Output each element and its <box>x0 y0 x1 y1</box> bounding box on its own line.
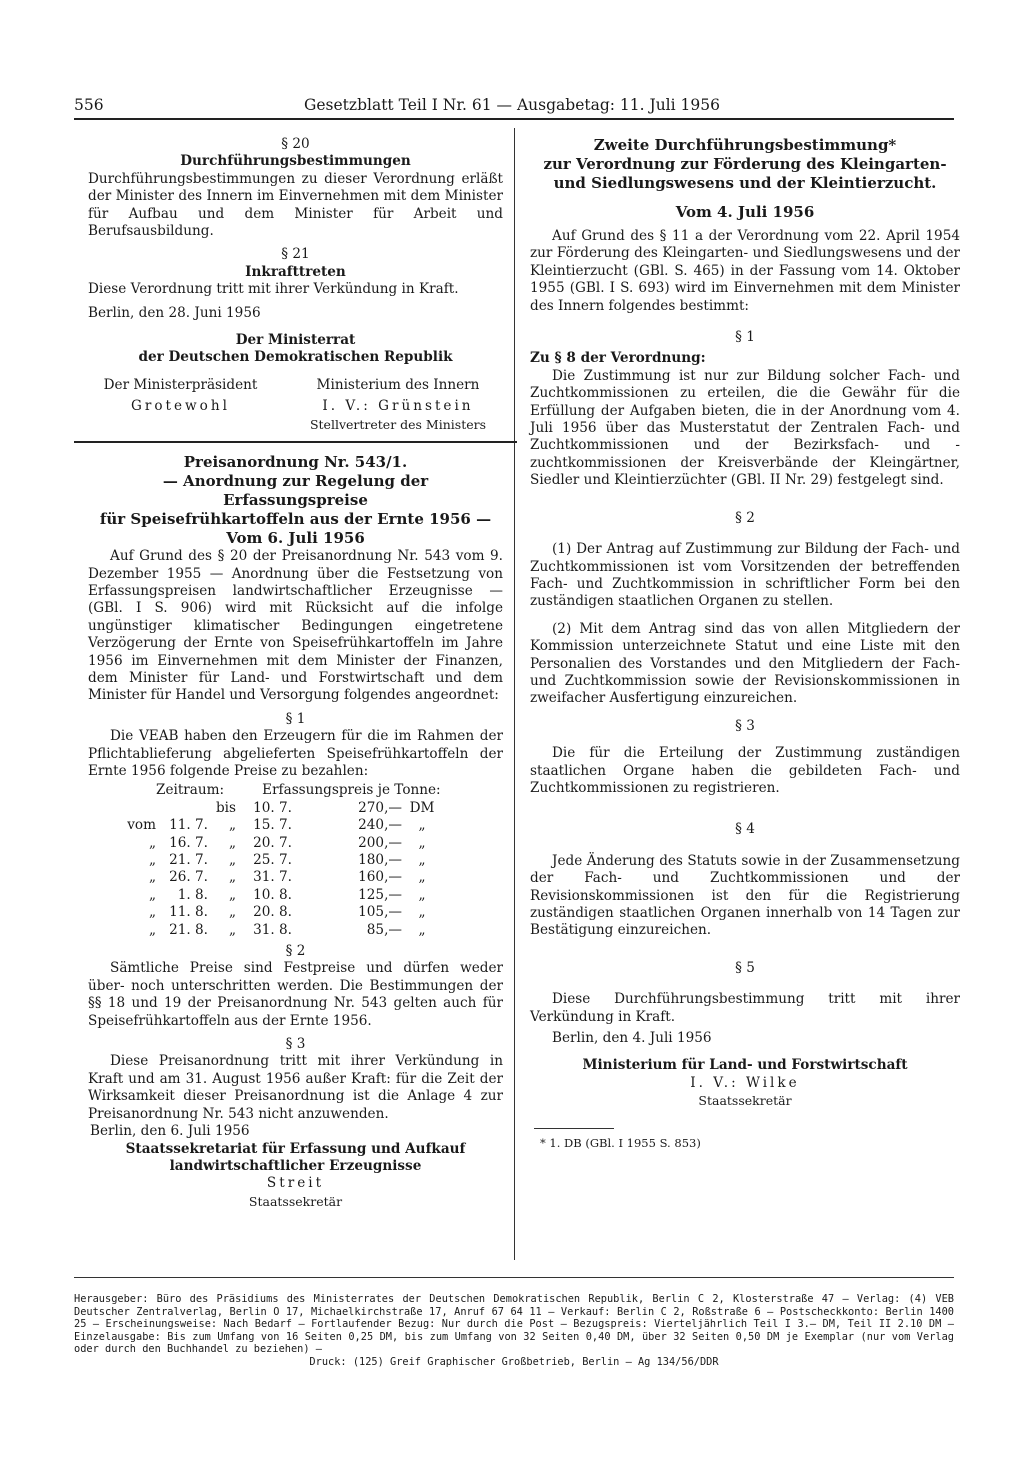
footnote-rule <box>534 1128 614 1129</box>
signatory-title: Ministerium des Innern <box>316 376 480 393</box>
row-unit: „ <box>418 834 426 851</box>
regulation-title: zur Verordnung zur Förderung des Kleingarten- <box>543 155 947 173</box>
authority-name: Der Ministerrat <box>235 332 356 349</box>
row-to-date: 20. 8. <box>253 904 292 921</box>
signatory-name: I. V.: Wilke <box>690 1074 800 1091</box>
row-to-label: „ <box>228 834 236 851</box>
row-to-date: 20. 7. <box>253 834 292 851</box>
section-number: § 3 <box>285 1036 306 1053</box>
price-table-header <box>88 782 503 799</box>
row-from-date: 21. 7. <box>169 852 208 868</box>
authority-name: Ministerium für Land- und Forstwirtschaft <box>582 1057 908 1074</box>
price-header: Erfassungspreis je Tonne: <box>262 782 441 799</box>
row-price: 105,— <box>358 904 402 921</box>
row-to-date: 25. 7. <box>253 852 292 868</box>
row-from-label: „ <box>148 834 156 851</box>
row-to-label: „ <box>228 921 236 938</box>
row-price: 85,— <box>366 921 402 938</box>
left-column <box>88 136 503 1210</box>
section-text: Die für die Erteilung der Zustimmung zuständigen staatlichen Organe haben die gebildeten Fach- und Zuchtkommissionen zu registrieren. <box>530 745 960 796</box>
section-number: § 2 <box>285 943 306 960</box>
row-to-label: „ <box>228 817 236 834</box>
place-date: Berlin, den 4. Juli 1956 <box>552 1030 712 1047</box>
section-number: § 21 <box>281 246 310 263</box>
signatory-title: Der Ministerpräsident <box>103 376 258 393</box>
row-from-date: 1. 8. <box>177 886 208 903</box>
ordinance-title: für Speisefrühkartoffeln aus der Ernte 1956 — <box>99 510 492 529</box>
right-column <box>530 136 960 1152</box>
section-text: Durchführungsbestimmungen zu dieser Verordnung erläßt der Minister des Innern im Einvernehmen mit dem Minister für Aufbau und dem Minister für Arbeit und Berufsausbildung. <box>88 170 503 240</box>
row-to-date: 10. 8. <box>253 886 292 903</box>
row-unit: „ <box>418 904 426 921</box>
row-unit: „ <box>418 852 426 868</box>
section-text: Diese Durchführungsbestimmung tritt mit ihrer Verkündung in Kraft. <box>530 991 960 1025</box>
ordinance-intro: Auf Grund des § 20 der Preisanordnung Nr. 543 vom 9. Dezember 1955 — Anordnung über die Festsetzung von Erfassungspreisen landwirtschaftlicher Erzeugnisse — (GBl. I S. 906) wird mit Rücksicht auf die infolge ungünstiger klimatischer Bedingungen eingetretene Verzögerung der Ernte von Speisefrühkartoffeln im Jahre 1956 im Einvernehmen mit dem Minister der Finanzen, dem Minister für Land- und Forstwirtschaft und dem Minister für Handel und Versorgung folgendes angeordnet: <box>88 548 503 704</box>
imprint-print: Druck: (125) Greif Graphischer Großbetrieb, Berlin — Ag 134/56/DDR <box>309 1355 719 1368</box>
regulation-intro: Auf Grund des § 11 a der Verordnung vom 22. April 1954 zur Förderung des Kleingarten- und Siedlungswesens und der Kleintierzucht (GBl. S. 465) in der Fassung vom 14. Oktober 1955 (GBl. I S. 693) wird im Einvernehmen mit dem Minister des Innern folgendes bestimmt: <box>530 228 960 314</box>
section-title: Inkrafttreten <box>245 263 346 280</box>
row-unit: „ <box>418 817 426 834</box>
row-to-label: „ <box>228 852 236 868</box>
price-row <box>118 904 442 921</box>
place-date: Berlin, den 6. Juli 1956 <box>90 1123 250 1140</box>
regulation-title: Zweite Durchführungsbestimmung* <box>593 136 897 154</box>
row-from-label: „ <box>148 921 156 938</box>
signatory-name: Grotewohl <box>131 398 230 415</box>
page-header <box>74 95 764 115</box>
section-number: § 20 <box>281 136 310 152</box>
row-from-date <box>156 800 208 817</box>
section-text: Die VEAB haben den Erzeugern für die im Rahmen der Pflichtablieferung abgelieferten Speisefrühkartoffeln der Ernte 1956 folgende Preise zu bezahlen: <box>88 728 503 779</box>
row-from-label <box>118 800 156 817</box>
row-price: 240,— <box>358 817 402 834</box>
row-from-date: 11. 8. <box>169 904 208 921</box>
regulation-date: Vom 4. Juli 1956 <box>675 203 815 221</box>
price-row <box>118 887 442 904</box>
section-number: § 5 <box>735 959 755 976</box>
regulation-title: und Siedlungswesens und der Kleintierzucht. <box>553 174 937 192</box>
section-divider <box>74 441 517 443</box>
signatory-role: Stellvertreter des Ministers <box>309 416 487 432</box>
period-header: Zeitraum: <box>156 782 225 799</box>
row-price: 180,— <box>358 852 402 868</box>
signatory-role: Staatssekretär <box>698 1093 792 1109</box>
section-number: § 3 <box>735 717 755 734</box>
price-row <box>118 817 442 834</box>
ordinance-date: Vom 6. Juli 1956 <box>226 529 365 548</box>
footnote: * 1. DB (GBl. I 1955 S. 853) <box>540 1135 701 1150</box>
signature-block <box>88 377 503 433</box>
row-unit: „ <box>418 869 426 886</box>
row-to-label: „ <box>228 886 236 903</box>
ordinance-title: — Anordnung zur Regelung der Erfassungspreise <box>162 472 429 510</box>
section-text: (2) Mit dem Antrag sind das von allen Mitgliedern der Kommission unterzeichnete Statut und eine Liste mit den Personalien des Vorstandes und den Mitgliedern der Fach- und Zuchtkommission sowie der Revisionskommissionen in zweifacher Ausfertigung einzureichen. <box>530 620 960 707</box>
place-date: Berlin, den 28. Juni 1956 <box>88 304 261 321</box>
price-row <box>118 869 442 886</box>
page-number: 556 <box>74 96 104 114</box>
row-to-label: „ <box>228 869 236 886</box>
row-to-date: 10. 7. <box>253 799 292 816</box>
price-table <box>118 800 442 939</box>
row-price: 160,— <box>358 869 402 886</box>
row-to-label: bis <box>215 799 236 816</box>
imprint-text: Herausgeber: Büro des Präsidiums des Ministerrates der Deutschen Demokratischen Republik, Berlin C 2, Klosterstraße 47 — Verlag: (4) VEB Deutscher Zentralverlag, Berlin O 17, Michaelkirchstraße 17, Anruf 67 64 11 — Verkauf: Berlin C 2, Roßstraße 6 — Postscheckkonto: Berlin 1400 25 — Erscheinungsweise: Nach Bedarf — Fortlaufender Bezug: Nur durch die Post — Bezugspreis: Vierteljährlich Teil I 3.— DM, Teil II 2.10 DM — Einzelausgabe: Bis zum Umfang von 16 Seiten 0,25 DM, bis zum Umfang von 32 Seiten 0,40 DM, über 32 Seiten 0,50 DM je Exemplar (nur vom Verlag oder durch den Buchhandel zu beziehen) — <box>74 1293 954 1355</box>
section-text: Jede Änderung des Statuts sowie in der Zusammensetzung der Fach- und Zuchtkommissionen und der Revisionskommissionen ist den für die Registrierung zuständigen staatlichen Organen innerhalb von 14 Tagen zur Bestätigung einzureichen. <box>530 852 960 939</box>
section-text: Sämtliche Preise sind Festpreise und dürfen weder über- noch unterschritten werden. Die Bestimmungen der §§ 18 und 19 der Preisanordnung Nr. 543 gelten auch für Speisefrühkartoffeln aus der Ernte 1956. <box>88 960 503 1029</box>
section-number: § 2 <box>735 509 755 526</box>
section-text: Die Zustimmung ist nur zur Bildung solcher Fach- und Zuchtkommissionen zu erteilen, die die Gewähr für die Erfüllung der Aufgaben bieten, die in der Anordnung vom 4. Juli 1956 über das Musterstatut der Zentralen Fach- und Zuchtkommissionen und der Bezirksfach- und -zuchtkommissionen der Kreisverbände der Kleingärtner, Siedler und Kleintierzüchter (GBl. II Nr. 29) festgelegt sind. <box>530 367 960 489</box>
ordinance-title: Preisanordnung Nr. 543/1. <box>183 453 408 472</box>
section-text: Diese Verordnung tritt mit ihrer Verkündung in Kraft. <box>88 281 459 298</box>
authority-name: Staatssekretariat für Erfassung und Aufkauf <box>125 1140 466 1157</box>
row-to-date: 31. 8. <box>253 921 292 938</box>
row-price: 200,— <box>358 834 402 851</box>
row-unit: „ <box>418 921 426 938</box>
header-rule <box>74 118 954 120</box>
row-price: 270,— <box>358 799 402 816</box>
section-subtitle: Zu § 8 der Verordnung: <box>530 350 706 367</box>
row-from-date: 21. 8. <box>169 921 208 938</box>
section-number: § 1 <box>285 710 306 727</box>
section-number: § 1 <box>735 329 755 346</box>
row-from-label: „ <box>148 869 156 886</box>
section-text: (1) Der Antrag auf Zustimmung zur Bildung der Fach- und Zuchtkommissionen ist vom Vorsitzenden der betreffenden Fach- und Zuchtkommission in schriftlicher Form bei den zuständigen staatlichen Organen zu stellen. <box>530 541 960 610</box>
row-from-label: vom <box>127 817 156 834</box>
imprint <box>74 1293 954 1368</box>
signature-right <box>293 377 503 433</box>
price-row <box>118 852 442 869</box>
row-to-date: 31. 7. <box>253 869 292 886</box>
row-from-label: „ <box>148 852 156 868</box>
row-from-date: 11. 7. <box>169 817 208 834</box>
price-row <box>118 835 442 852</box>
row-to-label: „ <box>228 904 236 921</box>
price-row <box>118 800 442 817</box>
row-price: 125,— <box>358 886 402 903</box>
signature-left <box>88 377 273 433</box>
price-row <box>118 922 442 939</box>
authority-name: der Deutschen Demokratischen Republik <box>138 349 453 366</box>
authority-name: landwirtschaftlicher Erzeugnisse <box>169 1157 422 1174</box>
signatory-role: Staatssekretär <box>248 1193 343 1209</box>
row-unit: DM <box>409 799 435 816</box>
row-from-date: 16. 7. <box>169 834 208 851</box>
imprint-rule <box>74 1277 954 1278</box>
signatory-name: I. V.: Grünstein <box>322 398 474 415</box>
section-number: § 4 <box>735 821 755 838</box>
row-to-date: 15. 7. <box>253 817 292 834</box>
row-from-label: „ <box>148 904 156 921</box>
row-from-label: „ <box>148 886 156 903</box>
row-unit: „ <box>418 886 426 903</box>
section-title: Durchführungsbestimmungen <box>180 153 411 170</box>
section-text: Diese Preisanordnung tritt mit ihrer Verkündung in Kraft und am 31. August 1956 außer Kraft: für die Zeit der Wirksamkeit dieser Preisanordnung ist die Anlage 4 zur Preisanordnung Nr. 543 nicht anzuwenden. <box>88 1053 503 1122</box>
signatory-name: Streit <box>266 1175 325 1192</box>
column-divider <box>514 128 515 1260</box>
row-from-date: 26. 7. <box>169 869 208 886</box>
header-title: Gesetzblatt Teil I Nr. 61 — Ausgabetag: 11. Juli 1956 <box>304 96 720 114</box>
